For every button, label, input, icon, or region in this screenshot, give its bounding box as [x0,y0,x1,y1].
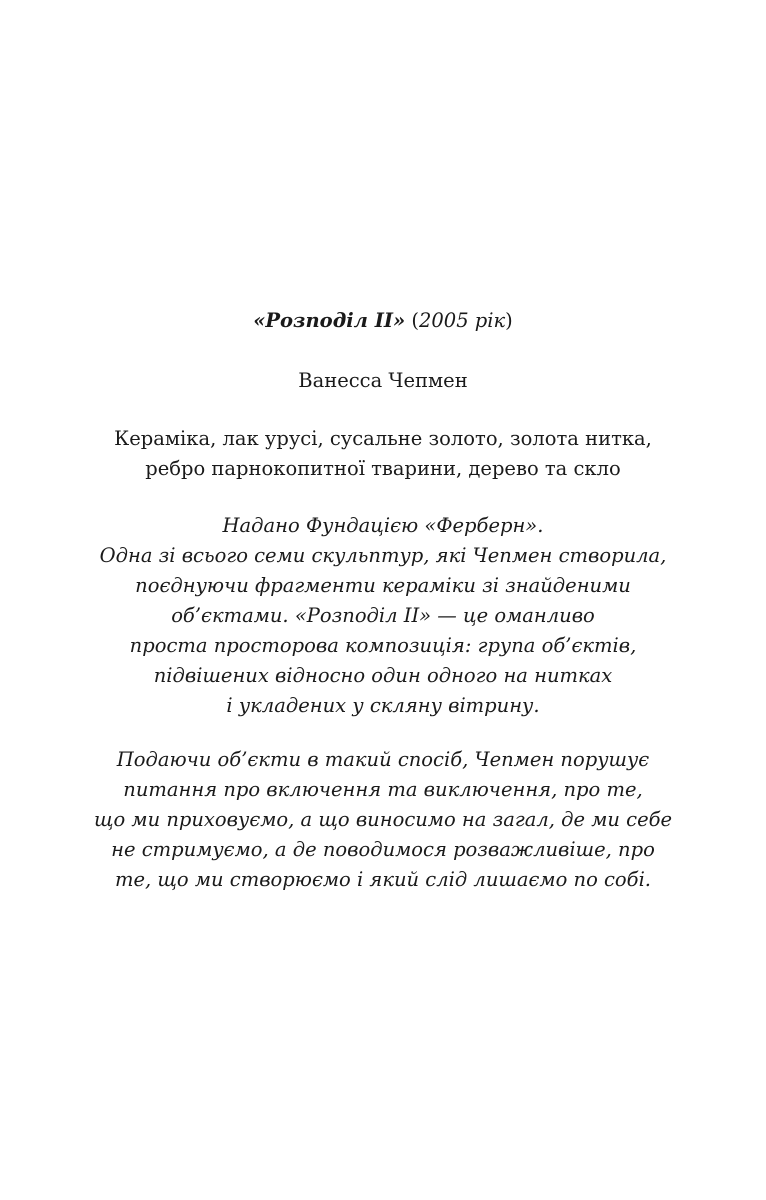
credit-line: і укладених у скляну вітрину. [226,694,540,717]
description-line: не стримуємо, а де поводимося розважливіше, про [111,838,655,861]
description-line: Подаючи об’єкти в такий спосіб, Чепмен порушує [116,748,650,771]
materials-block [60,424,706,484]
description-line: питання про включення та виключення, про те, [123,778,643,801]
credit-line: проста просторова композиція: група об’єктів, [129,634,637,657]
year-close-paren: ) [505,309,513,332]
credit-paragraph [60,511,706,721]
credit-line: Надано Фундацією «Ферберн». [222,514,544,537]
year-open-paren: ( [405,309,419,332]
credit-line: поєднуючи фрагменти кераміки зі знайденими [135,574,631,597]
artwork-title: «Розподіл II» [253,309,406,332]
credit-line: Одна зі всього семи скульптур, які Чепмен створила, [99,544,667,567]
artwork-title-line [60,306,706,336]
artwork-heading [60,306,706,336]
description-line: те, що ми створюємо і який слід лишаємо по собі. [114,868,652,891]
description-line: що ми приховуємо, а що виносимо на загал, де ми себе [93,808,673,831]
artist-name: Ванесса Чепмен [298,369,468,392]
description-paragraph [60,745,706,895]
artist-block [60,366,706,396]
artwork-year: 2005 рік [418,309,506,332]
materials-line: ребро парнокопитної тварини, дерево та скло [145,457,621,480]
credit-line: підвішених відносно один одного на нитках [153,664,613,687]
credit-line: об’єктами. «Розподіл II» — це оманливо [171,604,595,627]
materials-line: Кераміка, лак урусі, сусальне золото, золота нитка, [114,427,652,450]
